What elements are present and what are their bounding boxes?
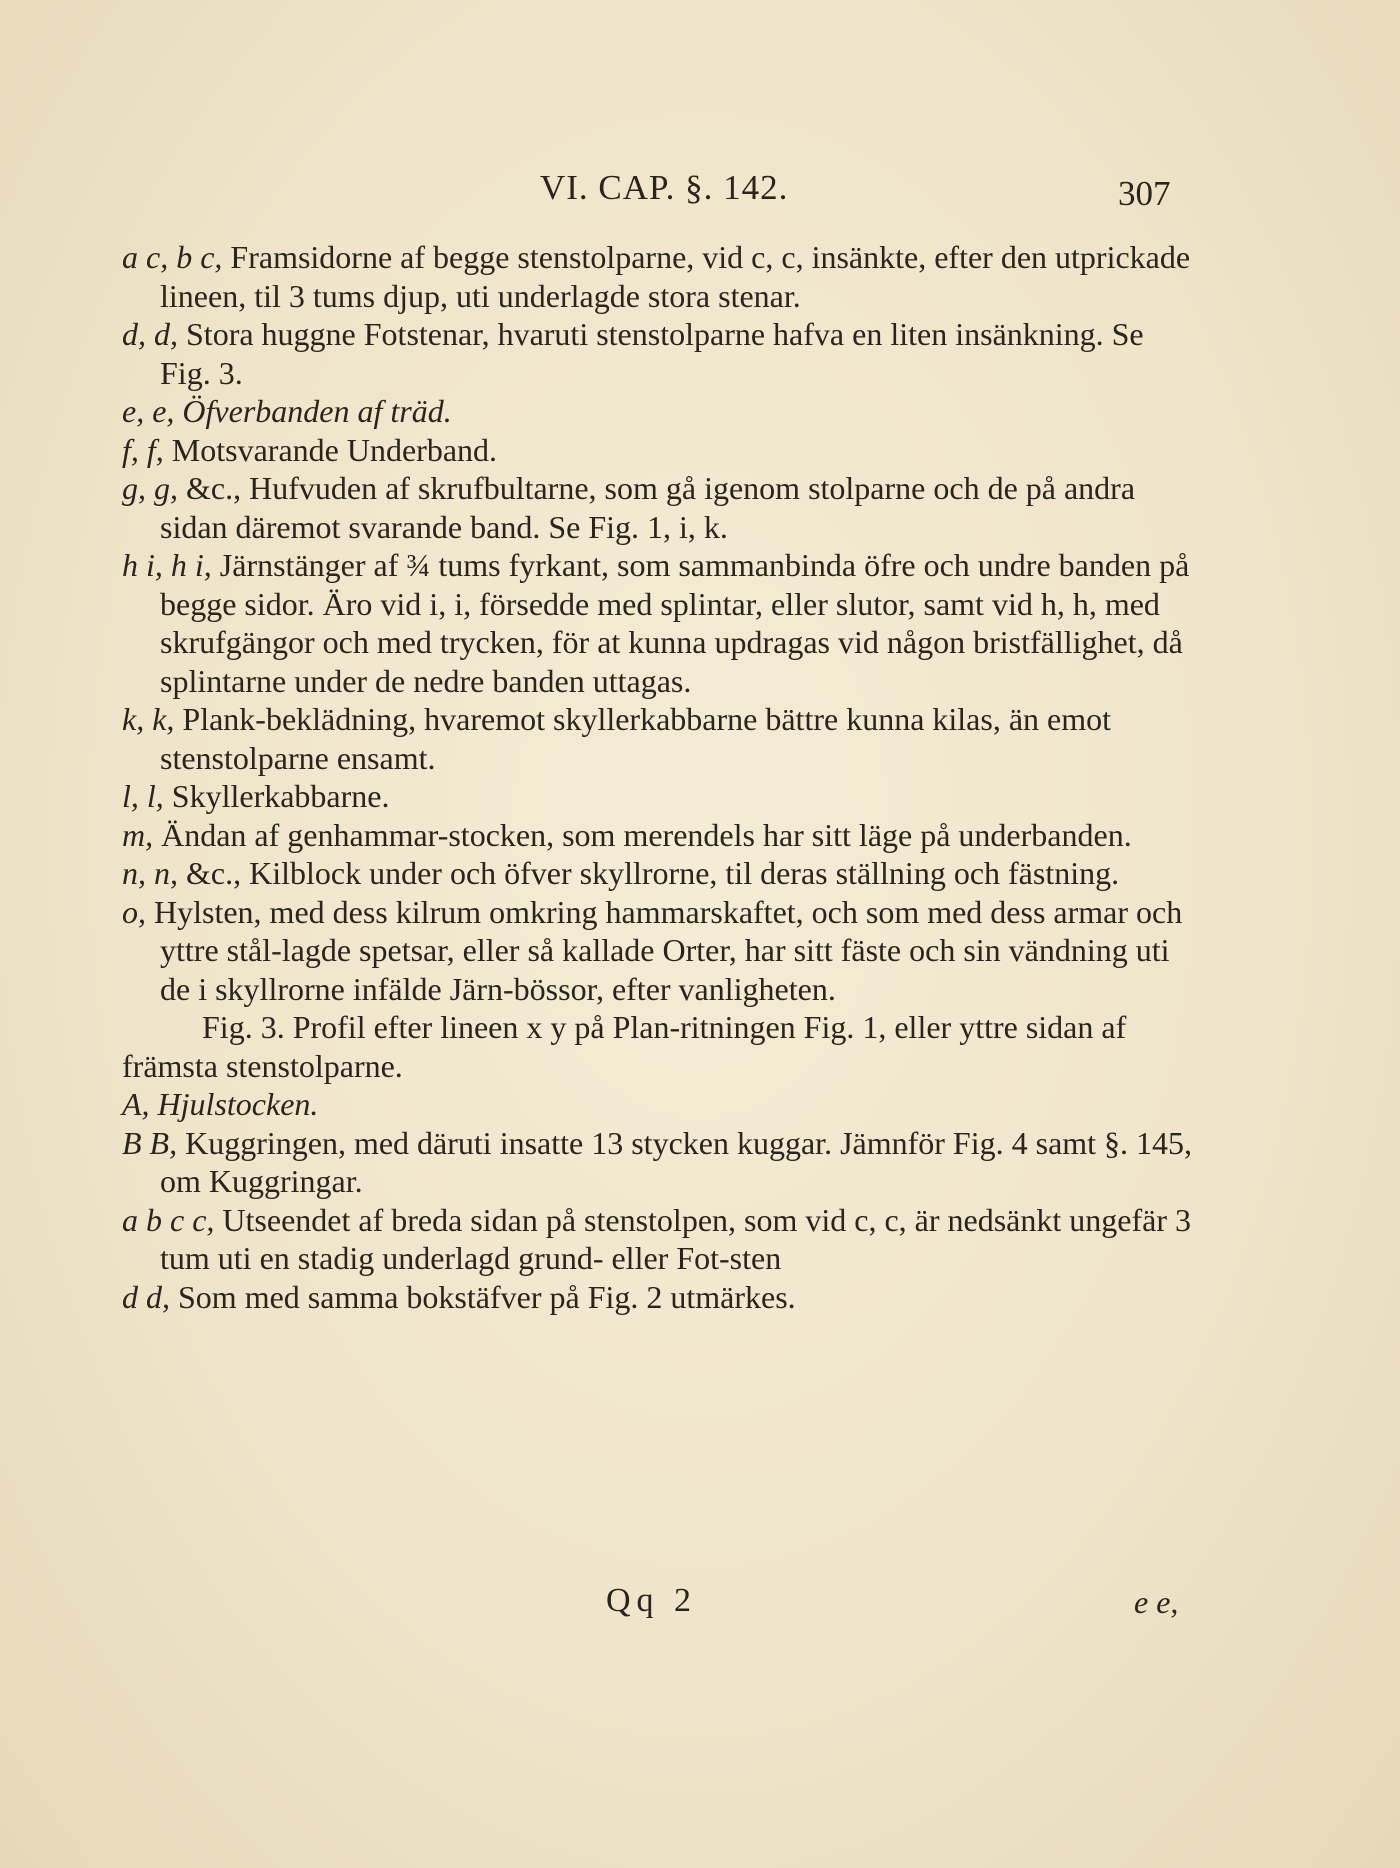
legend-entry: [122, 315, 1198, 392]
entry-label: m,: [122, 816, 154, 853]
entry-label: a b c c,: [122, 1201, 215, 1238]
page-header: [0, 168, 1400, 216]
entry-text: &c., Kilblock under och öfver skyllrorne, til deras ställning och fästning.: [186, 855, 1120, 891]
entry-text: Som med samma bokstäfver på Fig. 2 utmärkes.: [178, 1278, 796, 1315]
entry-text: Kuggringen, med däruti insatte 13 stycken kuggar. Jämnför Fig. 4 samt §. 145, om Kuggringar.: [160, 1124, 1193, 1199]
legend-entry: [122, 777, 1198, 816]
entry-label: e, e,: [122, 393, 175, 429]
entry-text: Järnstänger af ¾ tums fyrkant, som sammanbinda öfre och undre banden på begge sidor. Äro vid i, i, försedde med splintar, eller slutor, samt vid h, h, med skrufgängor och med trycken, för at kunna updragas vid någon bristfällighet, då splintarne under de nedre banden uttagas.: [160, 547, 1190, 699]
legend-entry: [122, 816, 1198, 855]
entry-label: d, d,: [122, 316, 178, 352]
entry-text: Ändan af genhammar-stocken, som merendels har sitt läge på underbanden.: [161, 816, 1132, 853]
figure-paragraph: Fig. 3. Profil efter lineen x y på Plan-ritningen Fig. 1, eller yttre sidan af främsta stenstolparne.: [122, 1009, 1127, 1084]
catchword: e e,: [1134, 1584, 1179, 1620]
entry-text: Motsvarande Underband.: [171, 431, 498, 468]
running-head: VI. CAP. §. 142.: [540, 168, 789, 207]
legend-entry: [122, 392, 1198, 431]
page-number: 307: [1118, 174, 1171, 213]
legend-entry: [122, 1278, 1198, 1317]
legend-entry: [122, 1124, 1198, 1201]
signature-mark: Qq 2: [606, 1582, 698, 1619]
legend-entry: [122, 1085, 1198, 1124]
legend-entry: [122, 1201, 1198, 1278]
entry-label: k, k,: [122, 701, 175, 737]
entry-text: Hjulstocken.: [157, 1086, 319, 1122]
entry-text: &c., Hufvuden af skrufbultarne, som gå igenom stolparne och de på andra sidan däremot svarande band. Se Fig. 1, i, k.: [160, 470, 1136, 545]
page-body: [122, 238, 1198, 1316]
entry-label: h i, h i,: [122, 547, 212, 583]
entry-label: o,: [122, 893, 146, 930]
page-footer: [0, 1582, 1400, 1632]
legend-entry: [122, 469, 1198, 546]
entry-label: n, n,: [122, 855, 178, 891]
legend-entry: [122, 546, 1198, 700]
entry-label: f, f,: [122, 431, 164, 468]
entry-label: g, g,: [122, 470, 178, 506]
legend-entry: [122, 700, 1198, 777]
entry-label: A,: [122, 1086, 150, 1122]
entry-text: Framsidorne af begge stenstolparne, vid c, c, insänkte, efter den utprickade lineen, til 3 tums djup, uti underlagde stora stenar.: [160, 239, 1191, 314]
legend-entry: [122, 893, 1198, 1009]
entry-label: l, l,: [122, 778, 164, 814]
entry-text: Skyllerkabbarne.: [171, 778, 390, 814]
legend-entry: [122, 238, 1198, 315]
entry-label: d d,: [122, 1278, 170, 1315]
legend-entry: [122, 854, 1198, 893]
legend-entry: [122, 431, 1198, 470]
entry-text: Stora huggne Fotstenar, hvaruti stenstolparne hafva en liten insänkning. Se Fig. 3.: [160, 316, 1144, 391]
entry-text: Plank-beklädning, hvaremot skyllerkabbarne bättre kunna kilas, än emot stenstolparne ensamt.: [160, 701, 1112, 776]
entry-text: Hylsten, med dess kilrum omkring hammarskaftet, och som med dess armar och yttre stål-lagde spetsar, eller så kallade Orter, har sitt fäste och sin vändning uti de i skyllrorne infälde Järn-bössor, efter vanligheten.: [154, 893, 1183, 1007]
entry-text: Öfverbanden af träd.: [182, 393, 452, 429]
entry-label: a c, b c,: [122, 239, 223, 275]
entry-text: Utseendet af breda sidan på stenstolpen, som vid c, c, är nedsänkt ungefär 3 tum uti en stadig underlagd grund- eller Fot-sten: [160, 1201, 1191, 1276]
entry-label: B B,: [122, 1124, 178, 1161]
